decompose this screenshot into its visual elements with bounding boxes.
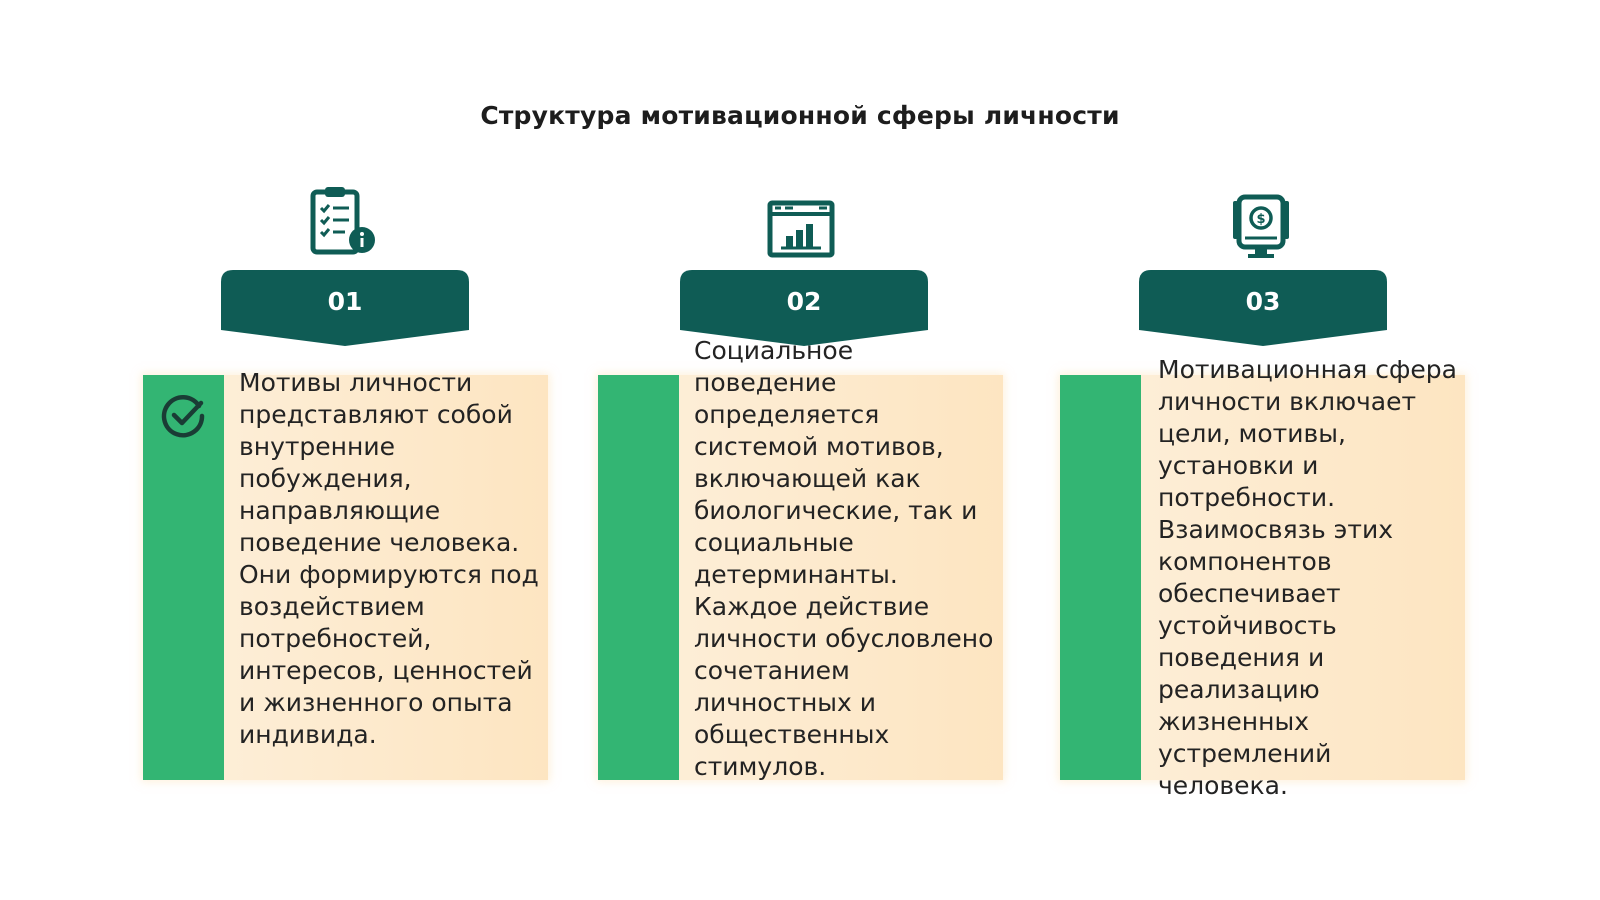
clipboard-info-icon [305, 184, 385, 264]
accent-stripe [598, 375, 679, 780]
page-title: Структура мотивационной сферы личности [480, 100, 1120, 130]
dollar-monitor-icon [1221, 188, 1301, 268]
card-text: Мотивы личности представляют собой внутренние побуждения, направляющие поведение человека. Они формируются под воздействием потребностей, интересов, ценностей и жизненного опыта индивида. [239, 368, 539, 749]
svg-text:$: $ [1256, 212, 1266, 227]
card-text: Мотивационная сфера личности включает цели, мотивы, установки и потребности. Взаимосвязь этих компонентов обеспечивает устойчивость поведения и реализацию жизненных устремлений человека. [1158, 355, 1457, 800]
card-text: Социальное поведение определяется системой мотивов, включающей как биологические, так и социальные детерминанты. Каждое действие личности обусловлено сочетанием личностных и общественных стимулов. [694, 336, 994, 781]
bar-chart-window-icon [761, 186, 841, 266]
accent-stripe [1060, 375, 1141, 780]
check-circle-icon [161, 392, 207, 438]
step-badge-1 [221, 270, 469, 348]
step-badge-3 [1139, 270, 1387, 348]
step-number: 02 [786, 287, 822, 316]
step-number: 01 [327, 287, 363, 316]
step-number: 03 [1245, 287, 1281, 316]
